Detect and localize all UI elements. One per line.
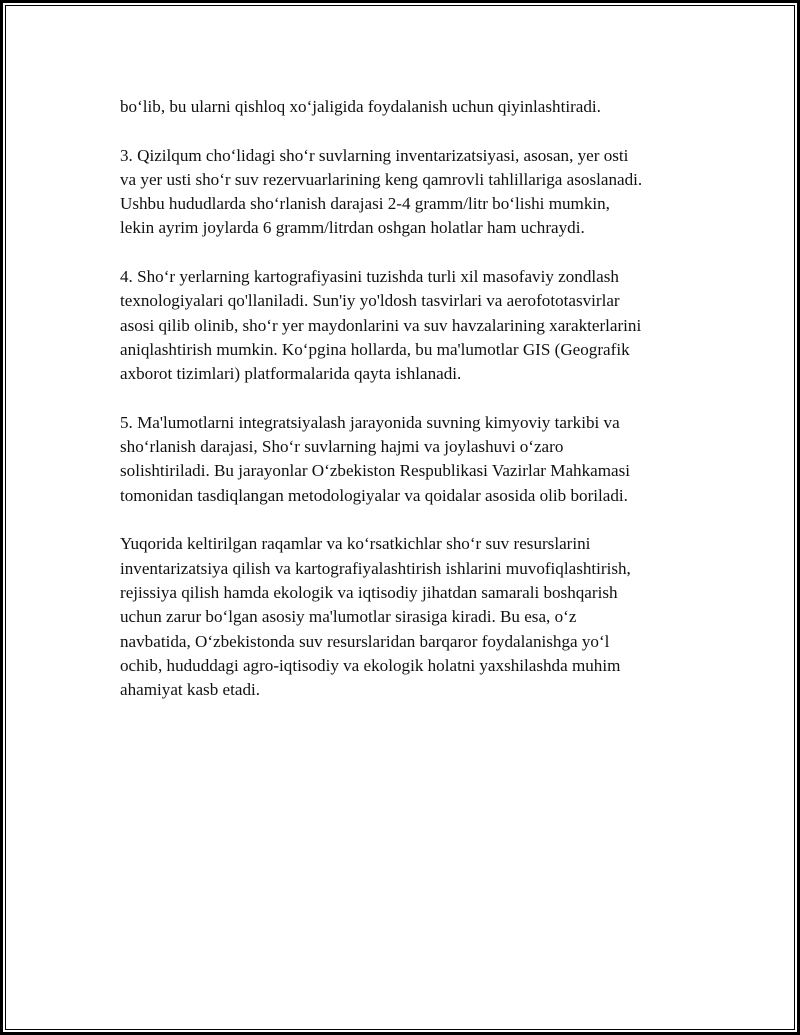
document-body	[120, 95, 700, 727]
paragraph-item-3: 3. Qizilqum cho‘lidagi sho‘r suvlarning inventarizatsiyasi, asosan, yer osti va yer usti sho‘r suv rezervuarlarining keng qamrovli tahlillariga asoslanadi. Ushbu hududlarda sho‘rlanish darajasi 2-4 gramm/litr bo‘lishi mumkin, lekin ayrim joylarda 6 gramm/litrdan oshgan holatlar ham uchraydi.	[120, 145, 643, 238]
paragraph-item-4: 4. Sho‘r yerlarning kartografiyasini tuzishda turli xil masofaviy zondlash texnologiyalari qo'llaniladi. Sun'iy yo'ldosh tasvirlari va aerofototasvirlar asosi qilib olinib, sho‘r yer maydonlarini va suv havzalarining xarakterlarini aniqlashtirish mumkin. Ko‘pgina hollarda, bu ma'lumotlar GIS (Geografik axborot tizimlari) platformalarida qayta ishlanadi.	[120, 267, 642, 384]
paragraph-conclusion: Yuqorida keltirilgan raqamlar va ko‘rsatkichlar sho‘r suv resurslarini inventarizatsiya qilish va kartografiyalashtirish ishlarini muvofiqlashtirish, rejissiya qilish hamda ekologik va iqtisodiy jihatdan samarali boshqarish uchun zarur bo‘lgan asosiy ma'lumotlar sirasiga kiradi. Bu esa, o‘z navbatida, O‘zbekistonda suv resurslaridan barqaror foydalanishga yo‘l ochib, hududdagi agro-iqtisodiy va ekologik holatni yaxshilashda muhim ahamiyat kasb etadi.	[120, 534, 631, 700]
paragraph-continuation: bo‘lib, bu ularni qishloq xo‘jaligida foydalanish uchun qiyinlashtiradi.	[120, 97, 601, 116]
paragraph-item-5: 5. Ma'lumotlarni integratsiyalash jarayonida suvning kimyoviy tarkibi va sho‘rlanish darajasi, Sho‘r suvlarning hajmi va joylashuvi o‘zaro solishtiriladi. Bu jarayonlar O‘zbekiston Respublikasi Vazirlar Mahkamasi tomonidan tasdiqlangan metodologiyalar va qoidalar asosida olib boriladi.	[120, 412, 631, 505]
